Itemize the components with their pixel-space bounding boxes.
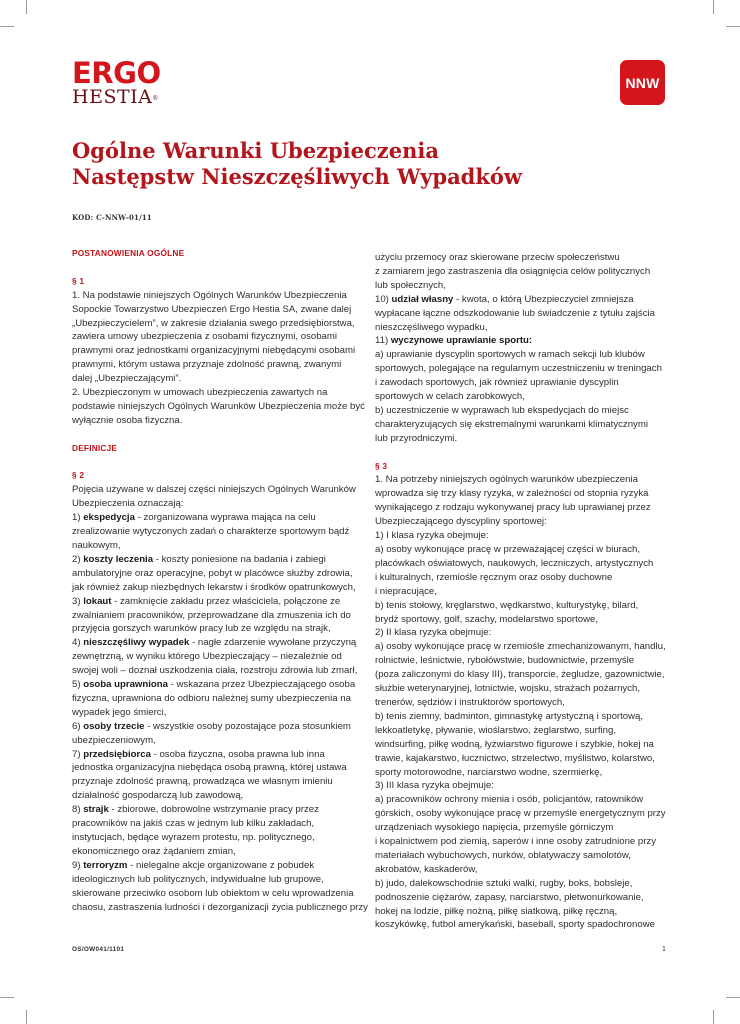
text-line: i kopalnictwem pod ziemią, saperów i inne osoby zatrudnione przy [375, 836, 657, 848]
text-line: Pojęcia używane w dalszej części niniejszych Ogólnych Warunków [72, 484, 356, 496]
text-line: zrealizowanie wytyczonych zadań o charakterze sportowym bądź [72, 526, 350, 538]
text-line: ubezpieczeniowym, [72, 734, 156, 746]
definition-term: ekspedycja [83, 512, 135, 524]
crop-mark [713, 1010, 714, 1024]
definition-term: strajk [83, 804, 109, 816]
text-line: przyznaje zdolność prawną, prowadząca we własnym imieniu [72, 776, 333, 788]
text-line: podnoszenie ciężarów, zapasy, narciarstwo, płetwonurkowanie, [375, 891, 644, 903]
text-line: b) tenis ziemny, badminton, gimnastykę artystyczną i sportową, [375, 710, 644, 722]
text-line: b) judo, dalekowschodnie sztuki walki, rugby, boks, bobsleje, [375, 877, 633, 889]
text-line: brydż sportowy, golf, szachy, modelarstwo sportowe, [375, 613, 599, 625]
text-line: Ubezpieczenia oznaczają: [72, 498, 184, 510]
text-line: wypadek jego śmierci, [72, 706, 167, 718]
definition-text: - osoba fizyczna, osoba prawna lub inna [150, 748, 325, 760]
definition-number: 9) [72, 859, 84, 871]
text-line: i kulturalnych, rzemiośle ręcznym oraz osoby duchowne [375, 571, 613, 583]
text-line: prawnymi, którym ustawa przyznaje zdolność prawną, zwanymi [72, 359, 342, 371]
text-line: instytucjach, będące wyrazem protestu, np. politycznego, [72, 832, 315, 844]
paragraph-gap [72, 261, 364, 275]
definition-term: udział własny [391, 293, 454, 305]
text-line: lekkoatletykę, pływanie, wioślarstwo, żeglarstwo, surfing, [375, 724, 617, 736]
definition-number: 6) [72, 720, 84, 732]
text-line: materiałach wybuchowych, nurków, oblatywaczy samolotów, [375, 849, 631, 861]
logo-ergo-text: ERGO [72, 56, 161, 90]
text-line: ambulatoryjne oraz operacyjne, pobyt w placówce służby zdrowia, [72, 567, 353, 579]
definition-line [72, 553, 364, 567]
crop-mark [713, 0, 714, 14]
text-line: prawnymi oraz jednostkami organizacyjnymi niebędącymi osobami [72, 345, 356, 357]
product-badge: NNW [620, 60, 665, 105]
definition-text: - wszystkie osoby pozostające poza stosunkiem [144, 720, 351, 732]
crop-mark [726, 997, 740, 998]
text-line: a) osoby wykonujące pracę w rzemiośle zmechanizowanym, handlu, [375, 641, 666, 653]
definition-line [72, 859, 364, 873]
text-line: górskich, osoby wykonujące pracę w przemyśle energetycznym przy [375, 808, 666, 820]
text-line: urządzeniach wysokiego napięcia, przemyśle górniczym [375, 822, 614, 834]
text-line: 1. Na potrzeby niniejszych ogólnych warunków ubezpieczenia [375, 474, 638, 486]
definition-text: - zorganizowana wyprawa mająca na celu [134, 512, 316, 524]
text-line: a) uprawianie dyscyplin sportowych w ramach sekcji lub klubów [375, 349, 645, 361]
text-line: koszykówkę, futbol amerykański, baseball, sporty spadochronowe [375, 919, 655, 931]
definition-text: - zamknięcie zakładu przez właściciela, połączone ze [111, 595, 341, 607]
crop-mark [726, 26, 740, 27]
footer-doc-id: OS/OW041/1101 [72, 946, 125, 953]
text-line: Sopockie Towarzystwo Ubezpieczeń Ergo Hestia SA, zwane dalej [72, 303, 352, 315]
text-line: hokej na lodzie, piłkę nożną, piłkę siatkową, piłkę ręczną, [375, 905, 618, 917]
text-line: z zamiarem jego zastraszenia dla osiągnięcia celów politycznych [375, 265, 651, 277]
text-line: a) pracowników ochrony mienia i osób, policjantów, ratowników [375, 794, 644, 806]
text-line: b) tenis stołowy, kręglarstwo, wędkarstwo, kulturystykę, bilard, [375, 599, 639, 611]
section-heading: § 3 [375, 460, 388, 471]
definition-term: osoby trzecie [83, 720, 145, 732]
definition-term: koszty leczenia [83, 553, 154, 565]
text-line: 3) III klasa ryzyka obejmuje: [375, 780, 494, 792]
text-line: sportowych, polegające na regularnym uczestniczeniu w treningach [375, 363, 662, 375]
text-line: zawiera umowy ubezpieczenia z osobami fizycznymi, osobami [72, 331, 338, 343]
definition-term: osoba uprawniona [83, 679, 168, 691]
text-line: 2) II klasa ryzyka obejmuje: [375, 627, 492, 639]
definition-number: 3) [72, 595, 84, 607]
text-line: windsurfing, piłkę wodną, łyżwiarstwo figurowe i szybkie, hokej na [375, 738, 654, 750]
text-line: wprowadza się trzy klasy ryzyka, w zależności od stopnia ryzyka [375, 488, 649, 500]
text-line: służbie weterynaryjnej, lotnictwie, wojsku, strażach pożarnych, [375, 683, 641, 695]
text-line: fizyczna, uprawniona do odbioru należnej sumy ubezpieczenia na [72, 692, 351, 704]
definition-line [72, 636, 364, 650]
definition-text: - wskazana przez Ubezpieczającego osoba [167, 679, 356, 691]
title-line-1: Ogólne Warunki Ubezpieczenia [72, 138, 439, 163]
text-line: sportowych w celach zarobkowych, [375, 391, 525, 403]
text-line: placówkach oświatowych, naukowych, leczniczych, artystycznych [375, 557, 654, 569]
definition-text: - koszty poniesione na badania i zabiegi [153, 553, 326, 565]
text-line: (poza zaliczonymi do klasy III), transporcie, żegludze, gazownictwie, [375, 669, 665, 681]
text-line: wypłacane łączne odszkodowanie lub świadczenie z tytułu zajścia [375, 307, 655, 319]
text-line: wyłącznie osoba fizyczna. [72, 414, 183, 426]
definition-line [375, 334, 667, 348]
text-line: swojej woli – doznał uszkodzenia ciała, rozstroju zdrowia lub zmarł, [72, 665, 358, 677]
page-number: 1 [662, 946, 666, 953]
paragraph-gap [72, 428, 364, 442]
text-line: działalność gospodarczą lub zawodową, [72, 790, 244, 802]
definition-term: terroryzm [83, 859, 128, 871]
text-line: 1) I klasa ryzyka obejmuje: [375, 530, 489, 542]
definition-number: 1) [72, 512, 84, 524]
definition-term: wyczynowe uprawianie sportu: [390, 335, 533, 347]
text-line: sporty motorowodne, narciarstwo wodne, szermierkę, [375, 766, 603, 778]
text-line: skierowane przeciwko osobom lub obiektom w celu wprowadzenia [72, 887, 354, 899]
text-line: użyciu przemocy oraz skierowane przeciw społeczeństwu [375, 252, 620, 263]
text-line: przyjęcia gorszych warunków pracy lub ze względu na strajk, [72, 623, 331, 635]
text-line: „Ubezpieczycielem”, w zakresie działania swego przedsiębiorstwa, [72, 317, 355, 329]
definition-line [375, 293, 667, 307]
definition-number: 7) [72, 748, 84, 760]
text-line: jak również zakup niezbędnych lekarstw i środków opatrunkowych, [72, 581, 356, 593]
definition-line [72, 803, 364, 817]
text-line: zwalnianiem pracowników, przeprowadzane dla zmuszenia ich do [72, 609, 351, 621]
definition-number: 2) [72, 553, 84, 565]
crop-mark [0, 997, 14, 998]
text-line: b) uczestniczenie w wyprawach lub ekspedycjach do miejsc [375, 404, 629, 416]
text-line: rolnictwie, leśnictwie, rybołówstwie, budownictwie, przemyśle [375, 655, 635, 667]
section-heading: § 1 [72, 275, 85, 286]
section-heading: POSTANOWIENIA OGÓLNE [72, 248, 185, 258]
definition-line [72, 511, 364, 525]
text-line: 2. Ubezpieczonym w umowach ubezpieczenia zawartych na [72, 387, 328, 399]
text-line: 1. Na podstawie niniejszych Ogólnych Warunków Ubezpieczenia [72, 289, 347, 301]
left-column [72, 247, 368, 914]
text-line: lub przyrodniczymi. [375, 432, 458, 444]
text-line: trenerów, sędziów i instruktorów sportowych, [375, 696, 565, 708]
text-line: podstawie niniejszych Ogólnych Warunków Ubezpieczenia może być [72, 400, 365, 412]
definition-number: 4) [72, 637, 84, 649]
text-line: naukowym, [72, 539, 121, 551]
ergo-hestia-logo [72, 56, 172, 108]
crop-mark [0, 26, 14, 27]
paragraph-gap [72, 456, 364, 470]
definition-term: nieszczęśliwy wypadek [83, 637, 190, 649]
text-line: a) osoby wykonujące pracę w przeważającej części w biurach, [375, 544, 641, 556]
crop-mark [26, 0, 27, 14]
logo-hestia-text [72, 87, 172, 107]
text-line: ideologicznych lub politycznych, indywidualne lub grupowe, [72, 873, 324, 885]
text-line: trawie, kajakarstwo, łucznictwo, strzelectwo, myślistwo, kolarstwo, [375, 752, 655, 764]
text-line: lub społecznych, [375, 279, 446, 291]
definition-number: 8) [72, 804, 84, 816]
document-code: KOD: C-NNW-01/11 [72, 213, 152, 222]
definition-number: 11) [375, 335, 391, 347]
text-line: charakteryzujących się ekstremalnymi warunkami klimatycznymi [375, 418, 648, 430]
text-line: nieszczęśliwego wypadku, [375, 321, 488, 333]
text-line: Ubezpieczającego dyscypliny sportowej: [375, 516, 547, 528]
text-line: jednostka organizacyjna niebędąca osobą prawną, której ustawa [72, 762, 347, 774]
section-heading: DEFINICJE [72, 442, 118, 453]
paragraph-gap [375, 446, 667, 460]
section-heading: § 2 [72, 470, 85, 481]
definition-number: 5) [72, 679, 84, 691]
registered-mark: ® [152, 95, 159, 102]
text-line: zewnętrzną, w wyniku którego Ubezpieczający – niezależnie od [72, 651, 342, 663]
document-title [72, 138, 632, 190]
definition-text: - nielegalne akcje organizowane z pobudek [127, 859, 315, 871]
title-line-2: Następstw Nieszczęśliwych Wypadków [72, 164, 522, 189]
definition-line [72, 748, 364, 762]
definition-term: przedsiębiorca [83, 748, 151, 760]
text-line: ekonomicznego oraz żądaniem zmian, [72, 845, 236, 857]
definition-line [72, 595, 364, 609]
text-line: i niepracujące, [375, 585, 437, 597]
text-line: chaosu, zastraszenia ludności i dezorganizacji życia publicznego przy [72, 901, 368, 913]
definition-number: 10) [375, 293, 392, 305]
definition-text: - nagłe zdarzenie wywołane przyczyną [189, 637, 357, 649]
definition-term: lokaut [83, 595, 112, 607]
text-line: i zawodach sportowych, jak również uprawianie dyscyplin [375, 377, 619, 389]
right-column [375, 251, 667, 932]
text-line: wynikającego z rodzaju wykonywanej pracy lub uprawianej przez [375, 502, 651, 514]
definition-text: - zbiorowe, dobrowolne wstrzymanie pracy przez [108, 804, 319, 816]
definition-line [72, 720, 364, 734]
text-line: dalej „Ubezpieczającymi”. [72, 373, 182, 385]
text-line: pracowników na jakiś czas w jednym lub kilku zakładach, [72, 818, 315, 830]
crop-mark [26, 1010, 27, 1024]
text-line: akrobatów, kaskaderów, [375, 863, 478, 875]
definition-line [72, 678, 364, 692]
logo-hestia-word: HESTIA [72, 86, 153, 108]
definition-text: - kwota, o którą Ubezpieczyciel zmniejsza [453, 293, 634, 305]
